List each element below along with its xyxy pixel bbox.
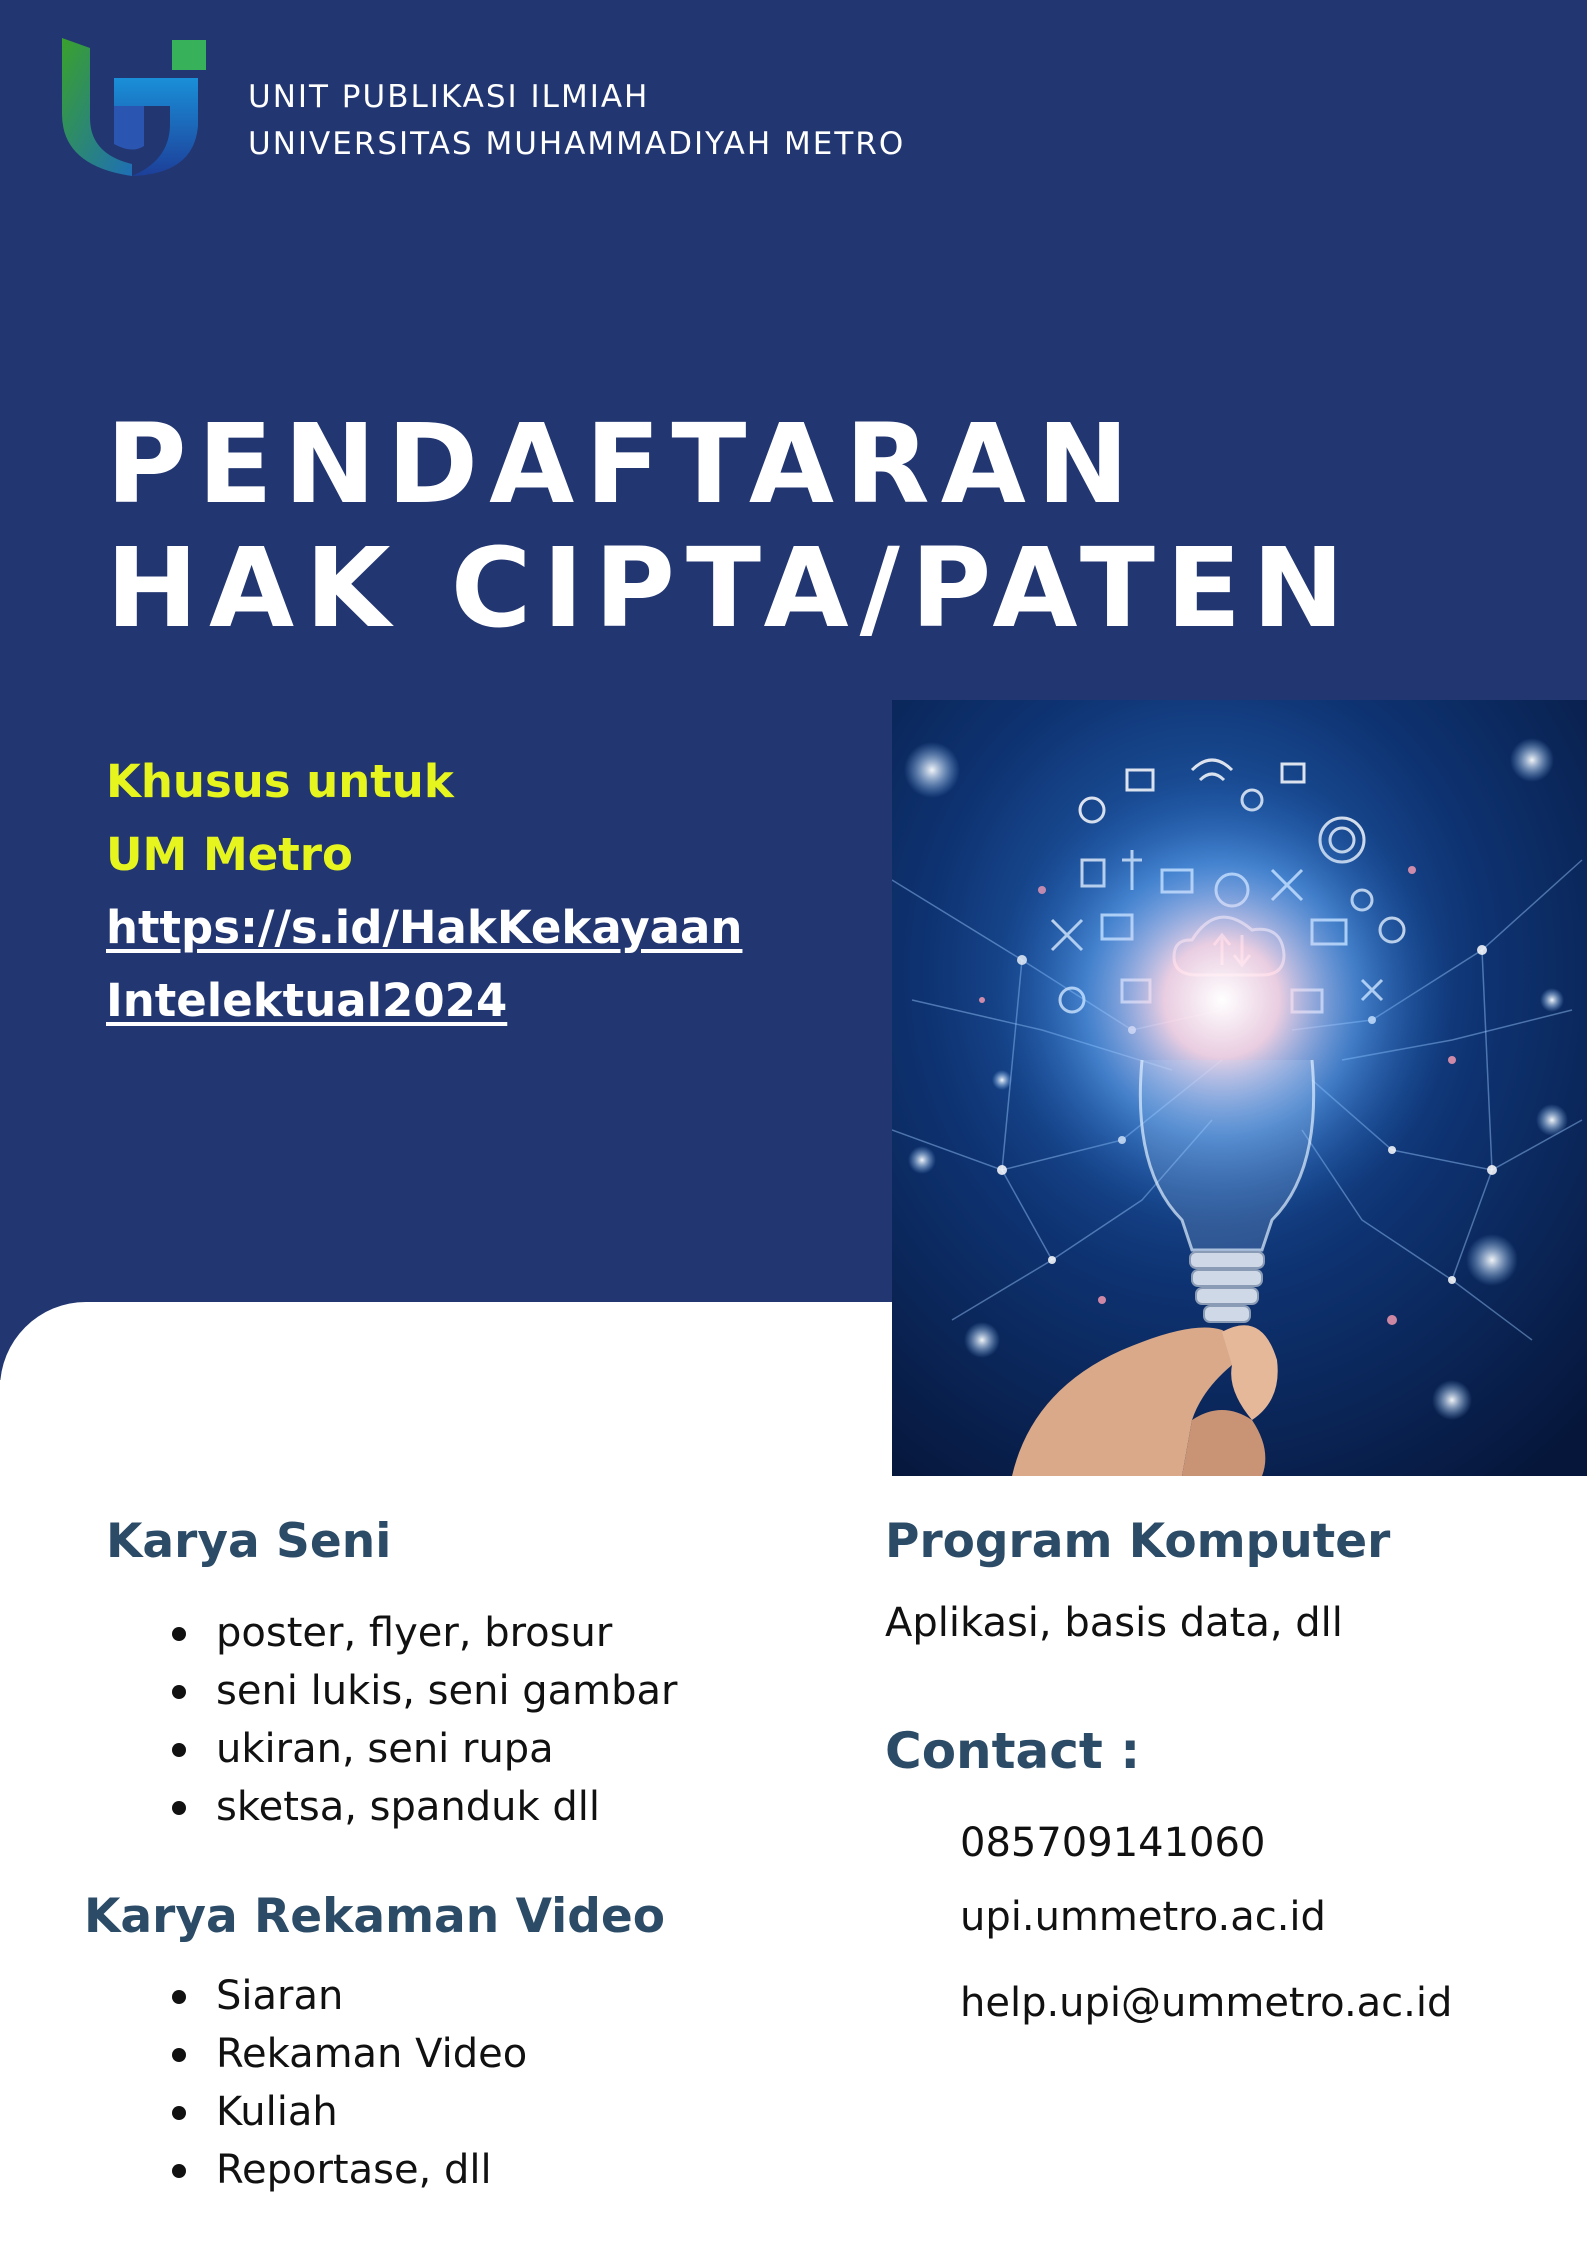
- title-line-1: PENDAFTARAN: [106, 400, 1140, 528]
- contact-phone: 085709141060: [960, 1820, 1266, 1866]
- promo-block: [106, 745, 756, 1037]
- list-item: Rekaman Video: [172, 2025, 527, 2083]
- org-line-2: UNIVERSITAS MUHAMMADIYAH METRO: [248, 126, 906, 162]
- org-line-1: UNIT PUBLIKASI ILMIAH: [248, 79, 650, 115]
- promo-line-2: UM Metro: [106, 828, 353, 881]
- promo-line-1: Khusus untuk: [106, 755, 454, 808]
- list-item: Siaran: [172, 1967, 527, 2025]
- organization-name: [248, 74, 905, 168]
- contact-website[interactable]: upi.ummetro.ac.id: [960, 1894, 1326, 1940]
- contact-email[interactable]: help.upi@ummetro.ac.id: [960, 1980, 1453, 2026]
- title-line-2: HAK CIPTA/PATEN: [106, 524, 1356, 652]
- list-item: sketsa, spanduk dll: [172, 1778, 677, 1836]
- lightbulb-network-image: [892, 700, 1587, 1476]
- list-item: ukiran, seni rupa: [172, 1720, 677, 1778]
- program-komputer-desc: Aplikasi, basis data, dll: [885, 1600, 1343, 1646]
- list-item: seni lukis, seni gambar: [172, 1662, 677, 1720]
- list-item: poster, flyer, brosur: [172, 1604, 677, 1662]
- list-item: Kuliah: [172, 2083, 527, 2141]
- karya-video-heading: Karya Rekaman Video: [84, 1889, 666, 1944]
- karya-seni-heading: Karya Seni: [106, 1514, 392, 1569]
- registration-link[interactable]: https://s.id/HakKekayaanIntelektual2024: [106, 901, 743, 1027]
- list-item: Reportase, dll: [172, 2141, 527, 2199]
- upi-logo-icon: [60, 36, 208, 176]
- page-title: [106, 402, 1355, 650]
- karya-seni-list: [172, 1604, 677, 1836]
- program-komputer-heading: Program Komputer: [885, 1514, 1391, 1569]
- contact-heading: Contact :: [885, 1722, 1141, 1780]
- karya-video-list: [172, 1967, 527, 2199]
